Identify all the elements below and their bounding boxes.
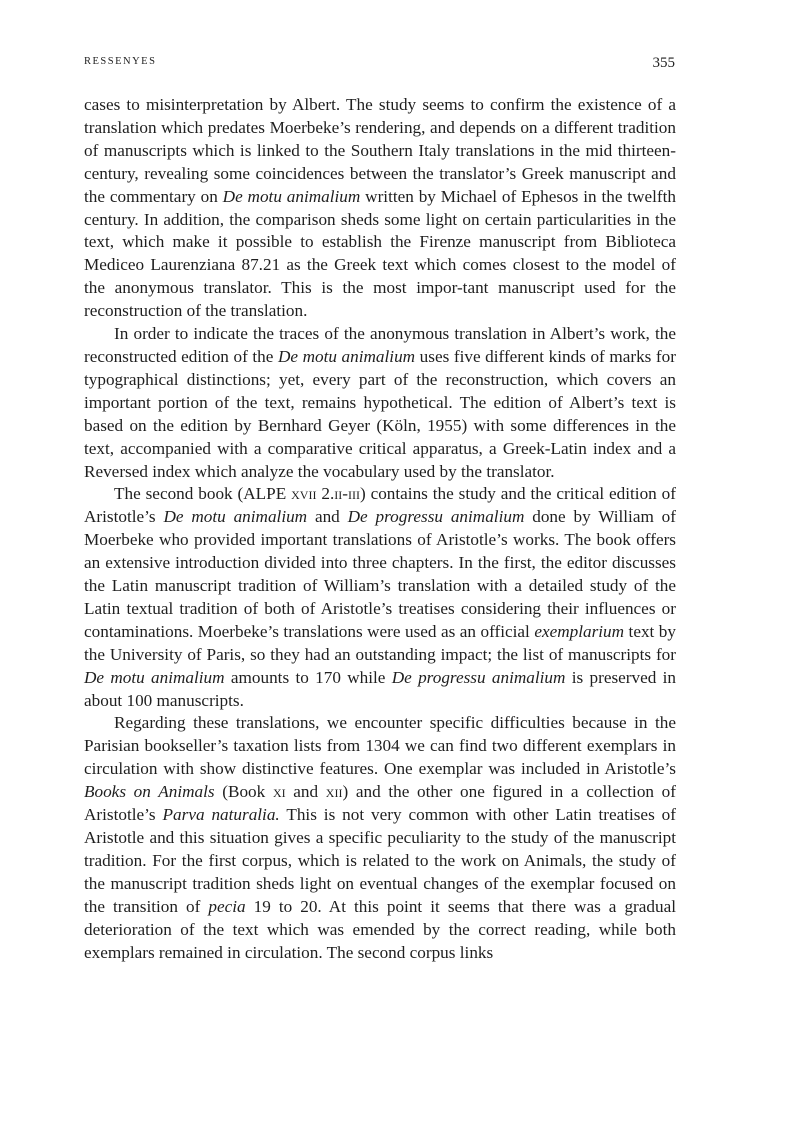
italic-text: Books on Animals [84,782,215,802]
text-run: The second book (ALPE [114,484,292,504]
italic-text: De motu animalium [163,507,308,527]
text-run: In order to indicate the traces of the anonymous translation in Albert’s work, the reconstructed edition of the [84,324,676,366]
text-run: written by Michael of Ephesos in the twelfth century. In addition, the comparison sheds some light on certain particularities in the text, which make it possible to establish the Firenze manuscript from Biblioteca Mediceo Laurenziana 87.21 as the Greek text which comes closest to the model of the anonymous translator. This is the most impor-tant manuscript used for the reconstruction of the translation. [84,186,676,321]
section-title: RESSENYES [84,56,157,67]
running-head [84,56,675,74]
italic-text: De motu animalium [277,346,416,366]
paragraph [84,323,676,483]
italic-text: De progressu animalium [391,667,566,687]
paragraph [84,712,676,964]
text-run: uses five different kinds of marks for typographical distinctions; yet, every part of the reconstruction, which covers an important portion of the text, remains hypothetical. The edition of Albert’s text is based on the edition by Bernhard Geyer (Köln, 1955) with some differences in the text, accompanied with a comparative critical apparatus, a Greek-Latin index and a Reversed index which analyze the vocabulary used by the translator. [84,346,676,481]
text-run: and [307,507,348,527]
text-run: Regarding these translations, we encounter specific difficulties because in the Parisian bookseller’s taxation lists from 1304 we can find two different exemplars in circulation with show distinctive features. One exemplar was included in Aristotle’s [84,713,676,779]
small-caps-text: xi [272,782,286,802]
text-run: is preserved in about 100 manuscripts. [84,667,676,710]
text-run: amounts to 170 while [224,667,392,687]
italic-text: De motu animalium [222,186,361,206]
text-run: ) and the other one figured in a collection of Aristotle’s [84,782,677,825]
text-run: ) contains the study and the critical edition of Aristotle’s [84,484,676,527]
text-run: 19 to 20. At this point it seems that there was a gradual deterioration of the text which was emended by the correct reading, while both exemplars remained in circulation. The second corpus links [84,896,676,962]
text-run: done by William of Moerbeke who provided important translations of Aristotle’s works. The book offers an extensive introduction divided into three chapters. In the first, the editor discusses the Latin manuscript tradition of William’s translation with a detailed study of the Latin textual tradition of both of Aristotle’s treatises considering their influences or contaminations. Moerbeke’s translations were used as an official [84,507,676,641]
italic-text: pecia [208,896,246,916]
paragraph [84,483,676,712]
body-text [84,94,676,964]
small-caps-text: xii [325,782,343,802]
paragraph [84,94,676,323]
italic-text: Parva naturalia. [162,805,280,825]
italic-text: exemplarium [534,621,625,641]
small-caps-text: xvii 2.ii-iii [291,484,360,504]
text-run: This is not very common with other Latin treatises of Aristotle and this situation gives a specific peculiarity to the study of the manuscript tradition. For the first corpus, which is related to the work on Animals, the study of the manuscript tradition sheds light on eventual changes of the exemplar focused on the transition of [84,805,676,916]
text-run: cases to misinterpretation by Albert. The study seems to confirm the existence of a translation which predates Moerbeke’s rendering, and depends on a different tradition of manuscripts which is linked to the Southern Italy translations in the mid thirteen-century, revealing some coincidences between the translator’s Greek manuscript and the commentary on [84,95,676,206]
italic-text: De motu animalium [84,667,225,687]
text-run: text by the University of Paris, so they had an outstanding impact; the list of manuscripts for [84,621,676,664]
text-run: (Book [214,782,273,802]
page-number: 355 [652,55,675,71]
italic-text: De progressu animalium [347,507,525,527]
text-run: and [285,782,326,802]
